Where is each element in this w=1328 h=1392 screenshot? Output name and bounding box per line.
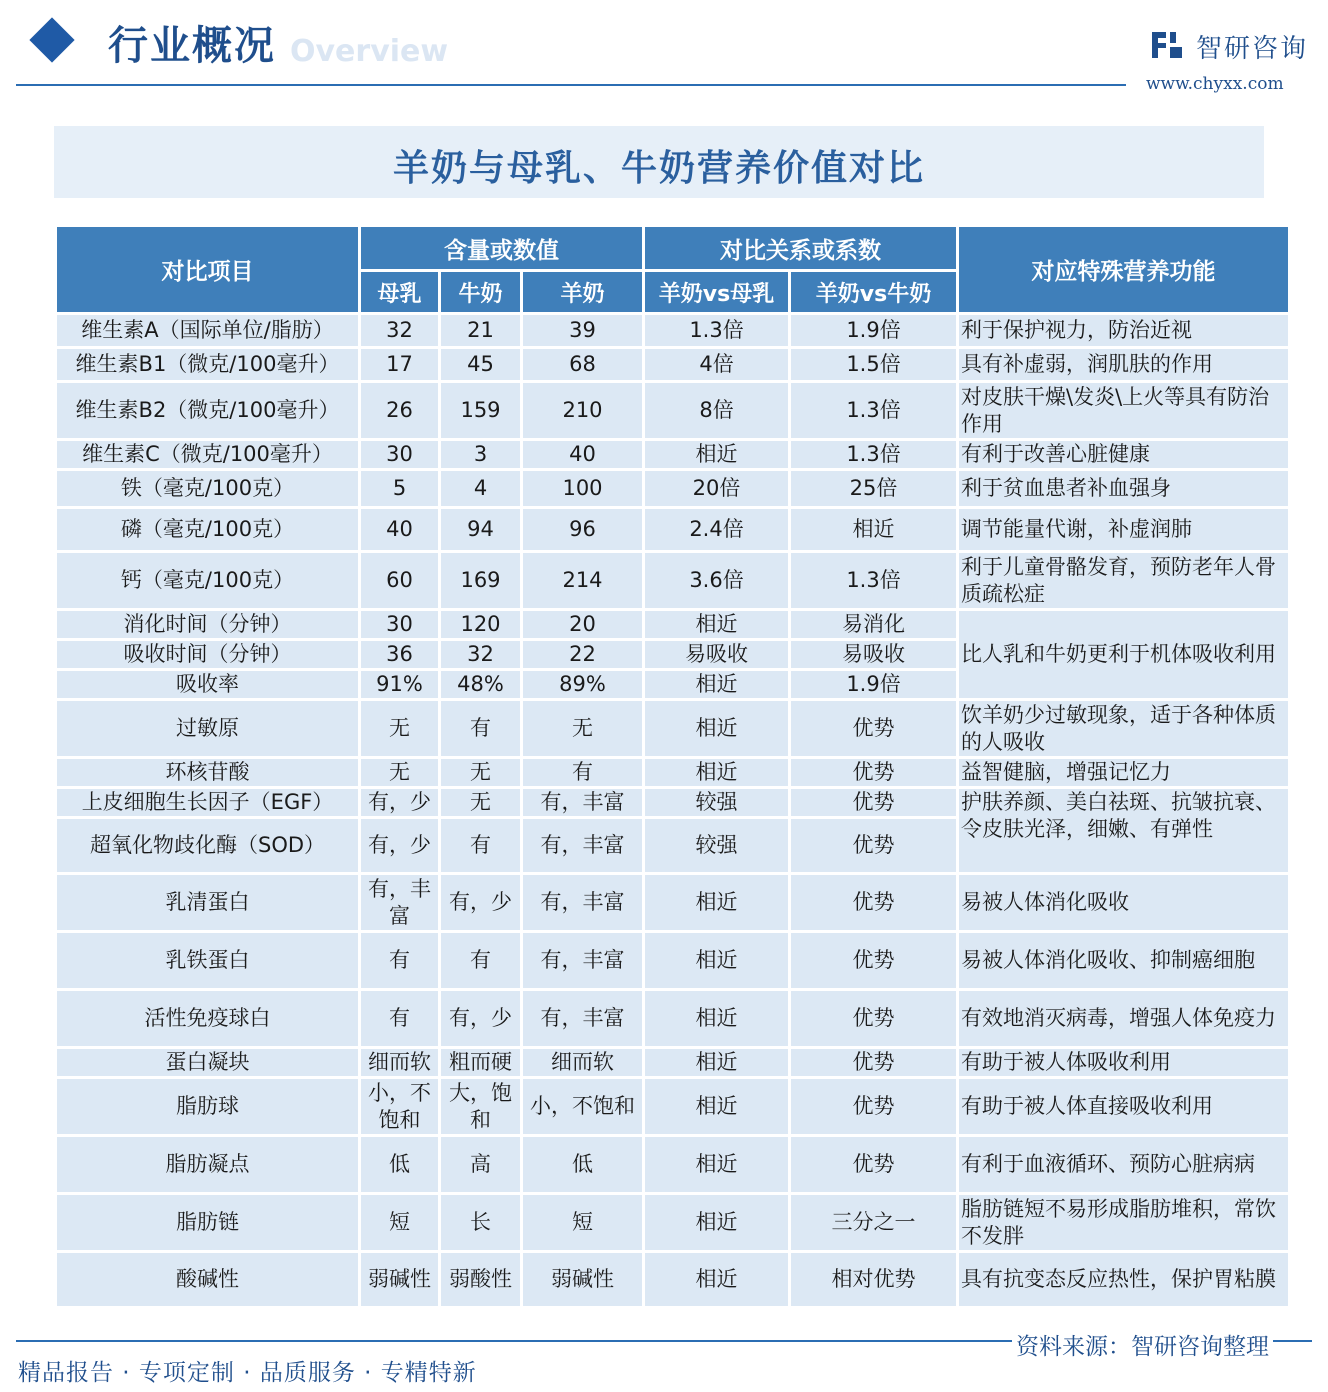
diamond-icon [29,17,74,62]
cell-goat: 22 [522,640,644,670]
cell-cow: 弱酸性 [440,1252,522,1308]
footer-slogan: 精品报告 · 专项定制 · 品质服务 · 专精特新 [18,1360,477,1386]
cell-function: 益智健脑，增强记忆力 [958,758,1290,788]
table-row [56,382,1290,440]
cell-vs-human: 1.3倍 [644,314,790,348]
cell-vs-cow: 1.5倍 [790,348,958,382]
cell-item: 活性免疫球白 [56,990,360,1048]
cell-item: 过敏原 [56,700,360,758]
cell-vs-human: 相近 [644,700,790,758]
cell-function: 具有补虚弱，润肌肤的作用 [958,348,1290,382]
brand-name: 智研咨询 [1196,34,1309,64]
cell-human: 有，少 [360,788,440,818]
title-box [54,126,1264,198]
brand-logo-icon [1150,30,1184,60]
header-item: 对比项目 [56,226,360,314]
cell-vs-human: 8倍 [644,382,790,440]
cell-vs-cow: 优势 [790,788,958,818]
cell-function: 具有抗变态反应热性，保护胃粘膜 [958,1252,1290,1308]
cell-goat: 有，丰富 [522,788,644,818]
footer-source: 资料来源：智研咨询整理 [1012,1326,1273,1363]
cell-function: 有助于被人体吸收利用 [958,1048,1290,1078]
cell-human: 有，丰富 [360,874,440,932]
table-row [56,990,1290,1048]
cell-vs-cow: 优势 [790,1078,958,1136]
cell-vs-human: 相近 [644,440,790,470]
cell-human: 无 [360,700,440,758]
table-row [56,610,1290,640]
cell-human: 17 [360,348,440,382]
cell-function: 利于儿童骨骼发育，预防老年人骨质疏松症 [958,552,1290,610]
header-goat-vs-human: 羊奶vs母乳 [644,271,790,314]
cell-vs-cow: 相近 [790,508,958,552]
table-row [56,1078,1290,1136]
cell-vs-cow: 优势 [790,990,958,1048]
cell-vs-human: 相近 [644,990,790,1048]
table-row [56,440,1290,470]
cell-cow: 4 [440,470,522,508]
cell-function: 易被人体消化吸收、抑制癌细胞 [958,932,1290,990]
cell-cow: 45 [440,348,522,382]
cell-item: 吸收率 [56,670,360,700]
cell-goat: 210 [522,382,644,440]
section-title: 行业概况 [108,23,276,69]
cell-human: 5 [360,470,440,508]
cell-cow: 3 [440,440,522,470]
cell-function: 利于保护视力，防治近视 [958,314,1290,348]
cell-human: 36 [360,640,440,670]
cell-cow: 无 [440,788,522,818]
table-row [56,508,1290,552]
cell-item: 铁（毫克/100克） [56,470,360,508]
cell-cow: 169 [440,552,522,610]
section-subtitle: Overview [290,34,449,69]
cell-vs-cow: 优势 [790,874,958,932]
cell-human: 小，不饱和 [360,1078,440,1136]
cell-item: 吸收时间（分钟） [56,640,360,670]
cell-vs-human: 较强 [644,788,790,818]
cell-vs-human: 相近 [644,1194,790,1252]
cell-vs-cow: 1.3倍 [790,382,958,440]
cell-vs-human: 相近 [644,1078,790,1136]
cell-item: 脂肪球 [56,1078,360,1136]
header-divider [16,84,1126,86]
cell-vs-cow: 1.9倍 [790,670,958,700]
cell-human: 弱碱性 [360,1252,440,1308]
cell-cow: 有，少 [440,874,522,932]
cell-function: 有效地消灭病毒，增强人体免疫力 [958,990,1290,1048]
cell-goat: 低 [522,1136,644,1194]
cell-goat: 小，不饱和 [522,1078,644,1136]
cell-item: 磷（毫克/100克） [56,508,360,552]
cell-goat: 20 [522,610,644,640]
cell-goat: 细而软 [522,1048,644,1078]
cell-goat: 40 [522,440,644,470]
cell-goat: 214 [522,552,644,610]
table-row [56,1252,1290,1308]
header-cow-milk: 牛奶 [440,271,522,314]
cell-cow: 21 [440,314,522,348]
header-content: 含量或数值 [360,226,644,271]
cell-goat: 有，丰富 [522,874,644,932]
cell-vs-cow: 优势 [790,818,958,874]
cell-human: 无 [360,758,440,788]
table-row [56,1048,1290,1078]
comparison-table [54,224,1291,1309]
cell-goat: 有，丰富 [522,818,644,874]
cell-cow: 大，饱和 [440,1078,522,1136]
cell-goat: 96 [522,508,644,552]
cell-vs-human: 相近 [644,874,790,932]
cell-item: 酸碱性 [56,1252,360,1308]
cell-goat: 有，丰富 [522,990,644,1048]
cell-cow: 有 [440,700,522,758]
cell-cow: 48% [440,670,522,700]
cell-human: 短 [360,1194,440,1252]
cell-item: 维生素A（国际单位/脂肪） [56,314,360,348]
table-row [56,932,1290,990]
cell-cow: 粗而硬 [440,1048,522,1078]
cell-human: 26 [360,382,440,440]
cell-vs-human: 易吸收 [644,640,790,670]
cell-cow: 120 [440,610,522,640]
cell-item: 脂肪链 [56,1194,360,1252]
cell-cow: 159 [440,382,522,440]
cell-vs-human: 相近 [644,932,790,990]
table-row [56,1194,1290,1252]
cell-vs-cow: 1.3倍 [790,552,958,610]
cell-vs-cow: 1.9倍 [790,314,958,348]
cell-cow: 有 [440,818,522,874]
header-human-milk: 母乳 [360,271,440,314]
cell-vs-cow: 1.3倍 [790,440,958,470]
cell-cow: 32 [440,640,522,670]
cell-function: 比人乳和牛奶更利于机体吸收利用 [958,610,1290,700]
header-relation: 对比关系或系数 [644,226,958,271]
cell-goat: 弱碱性 [522,1252,644,1308]
cell-vs-cow: 易消化 [790,610,958,640]
main-title: 羊奶与母乳、牛奶营养价值对比 [392,147,925,189]
cell-goat: 短 [522,1194,644,1252]
cell-human: 细而软 [360,1048,440,1078]
cell-function: 有助于被人体直接吸收利用 [958,1078,1290,1136]
cell-vs-human: 相近 [644,670,790,700]
cell-goat: 有 [522,758,644,788]
cell-cow: 长 [440,1194,522,1252]
table-row [56,788,1290,818]
cell-human: 低 [360,1136,440,1194]
cell-vs-cow: 优势 [790,700,958,758]
cell-item: 维生素B1（微克/100毫升） [56,348,360,382]
cell-item: 乳清蛋白 [56,874,360,932]
cell-vs-cow: 优势 [790,932,958,990]
cell-item: 消化时间（分钟） [56,610,360,640]
cell-vs-human: 4倍 [644,348,790,382]
cell-cow: 无 [440,758,522,788]
cell-cow: 高 [440,1136,522,1194]
cell-human: 32 [360,314,440,348]
cell-vs-human: 2.4倍 [644,508,790,552]
cell-vs-human: 相近 [644,1136,790,1194]
cell-human: 91% [360,670,440,700]
table-row [56,470,1290,508]
table-row [56,348,1290,382]
table-row [56,1136,1290,1194]
cell-vs-cow: 易吸收 [790,640,958,670]
cell-item: 超氧化物歧化酶（SOD） [56,818,360,874]
cell-item: 乳铁蛋白 [56,932,360,990]
cell-vs-cow: 25倍 [790,470,958,508]
cell-function: 脂肪链短不易形成脂肪堆积，常饮不发胖 [958,1194,1290,1252]
cell-item: 环核苷酸 [56,758,360,788]
cell-function: 有利于血液循环、预防心脏病病 [958,1136,1290,1194]
cell-human: 有 [360,990,440,1048]
cell-human: 有，少 [360,818,440,874]
cell-vs-cow: 优势 [790,1136,958,1194]
cell-item: 钙（毫克/100克） [56,552,360,610]
table-row [56,552,1290,610]
cell-vs-human: 相近 [644,610,790,640]
header-goat-milk: 羊奶 [522,271,644,314]
cell-vs-cow: 优势 [790,1048,958,1078]
cell-function: 有利于改善心脏健康 [958,440,1290,470]
cell-function: 调节能量代谢，补虚润肺 [958,508,1290,552]
cell-cow: 有 [440,932,522,990]
cell-vs-human: 相近 [644,1252,790,1308]
cell-human: 30 [360,610,440,640]
cell-goat: 无 [522,700,644,758]
cell-item: 维生素B2（微克/100毫升） [56,382,360,440]
cell-human: 有 [360,932,440,990]
cell-vs-human: 相近 [644,758,790,788]
cell-cow: 94 [440,508,522,552]
cell-vs-human: 较强 [644,818,790,874]
table-row [56,314,1290,348]
table-row [56,758,1290,788]
cell-vs-human: 3.6倍 [644,552,790,610]
cell-goat: 有，丰富 [522,932,644,990]
cell-item: 上皮细胞生长因子（EGF） [56,788,360,818]
table-row [56,874,1290,932]
cell-goat: 68 [522,348,644,382]
cell-function: 对皮肤干燥\发炎\上火等具有防治作用 [958,382,1290,440]
cell-item: 蛋白凝块 [56,1048,360,1078]
cell-function: 饮羊奶少过敏现象，适于各种体质的人吸收 [958,700,1290,758]
cell-cow: 有，少 [440,990,522,1048]
header-goat-vs-cow: 羊奶vs牛奶 [790,271,958,314]
cell-function: 利于贫血患者补血强身 [958,470,1290,508]
cell-vs-cow: 优势 [790,758,958,788]
cell-item: 脂肪凝点 [56,1136,360,1194]
cell-human: 60 [360,552,440,610]
table-row [56,700,1290,758]
cell-function: 易被人体消化吸收 [958,874,1290,932]
cell-vs-human: 相近 [644,1048,790,1078]
cell-goat: 89% [522,670,644,700]
cell-goat: 39 [522,314,644,348]
cell-function: 护肤养颜、美白祛斑、抗皱抗衰、令皮肤光泽，细嫩、有弹性 [958,788,1290,874]
header [0,0,1328,94]
brand-url: www.chyxx.com [1146,74,1284,94]
cell-vs-human: 20倍 [644,470,790,508]
cell-goat: 100 [522,470,644,508]
cell-vs-cow: 三分之一 [790,1194,958,1252]
header-function: 对应特殊营养功能 [958,226,1290,314]
cell-human: 30 [360,440,440,470]
cell-item: 维生素C（微克/100毫升） [56,440,360,470]
cell-human: 40 [360,508,440,552]
cell-vs-cow: 相对优势 [790,1252,958,1308]
